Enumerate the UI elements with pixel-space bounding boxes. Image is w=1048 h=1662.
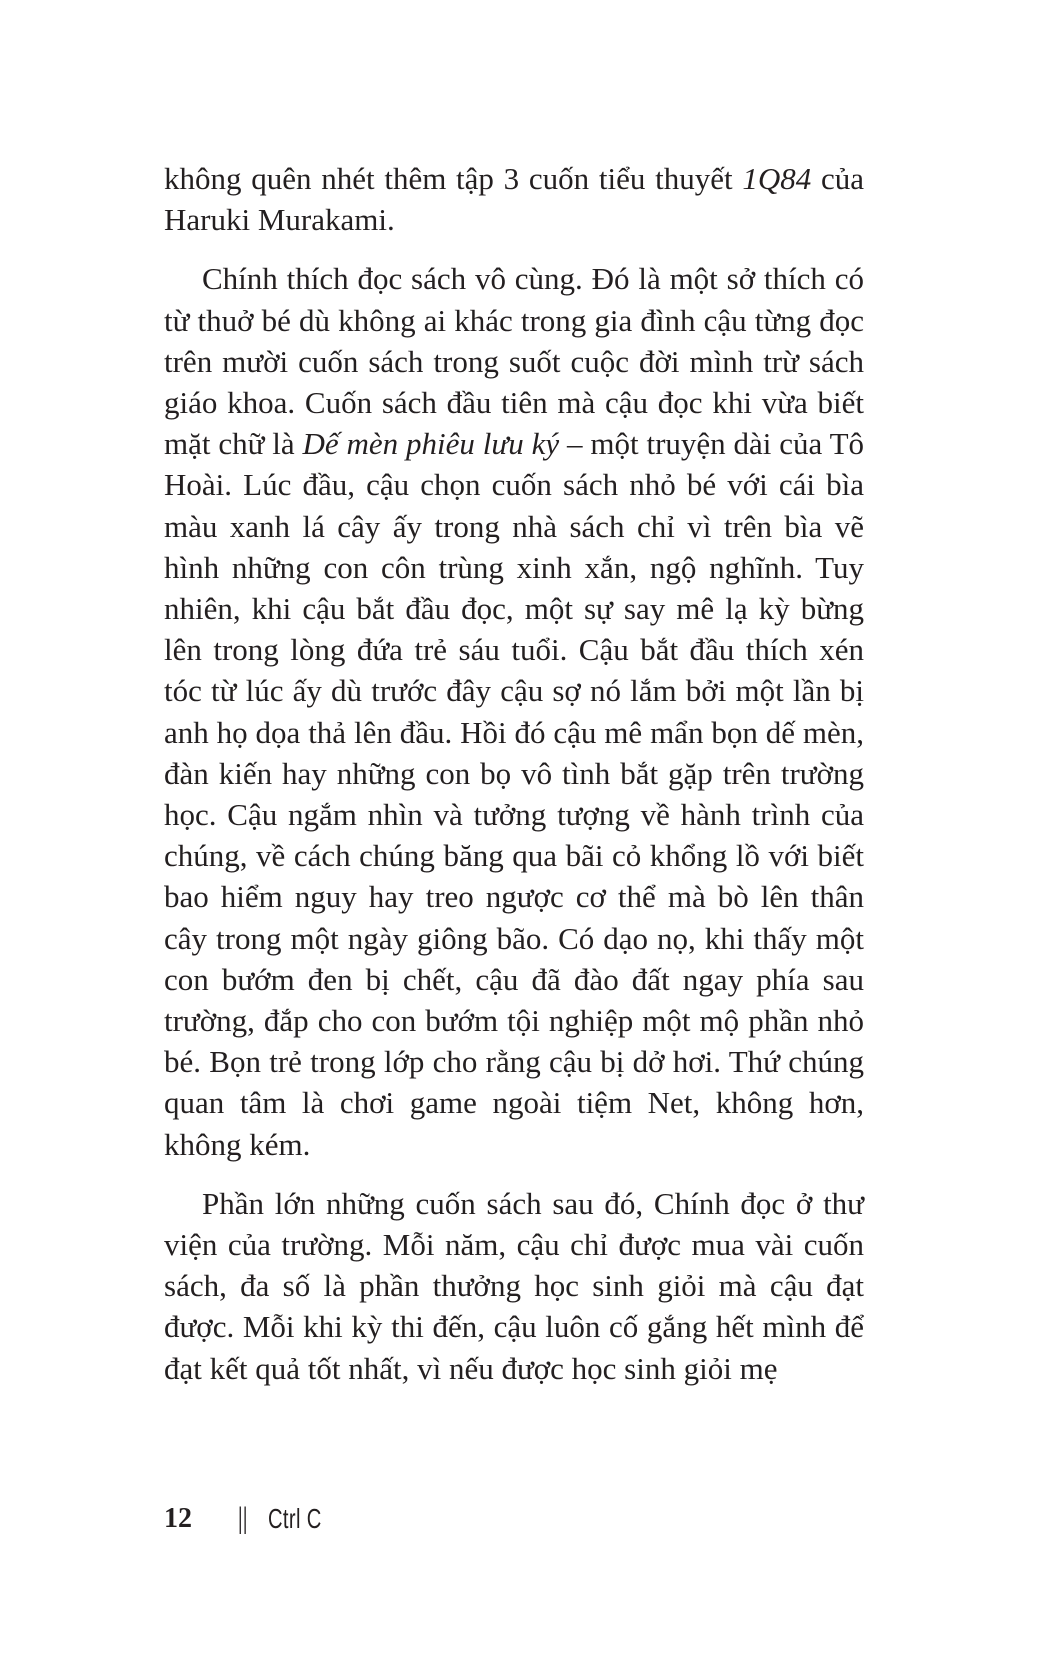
paragraph-1-text-b: của Haruki Murakami.: [164, 161, 864, 238]
body-text: [164, 158, 864, 1389]
paragraph-2-text-b: – một truyện dài của Tô Hoài. Lúc đầu, cậu chọn cuốn sách nhỏ bé với cái bìa màu xanh lá cây ấy trong nhà sách chỉ vì trên bìa vẽ hình những con côn trùng xinh xắn, ngộ nghĩnh. Tuy nhiên, khi cậu bắt đầu đọc, một sự say mê lạ kỳ bừng lên trong lòng đứa trẻ sáu tuổi. Cậu bắt đầu thích xén tóc từ lúc ấy dù trước đây cậu sợ nó lắm bởi một lần bị anh họ dọa thả lên đầu. Hồi đó cậu mê mẩn bọn dế mèn, đàn kiến hay những con bọ vô tình bắt gặp trên trường học. Cậu ngắm nhìn và tưởng tượng về hành trình của chúng, về cách chúng băng qua bãi cỏ khổng lồ với biết bao hiểm nguy hay treo ngược cơ thể mà bò lên thân cây trong một ngày giông bão. Có dạo nọ, khi thấy một con bướm đen bị chết, cậu đã đào đất ngay phía sau trường, đắp cho con bướm tội nghiệp một mộ phần nhỏ bé. Bọn trẻ trong lớp cho rằng cậu bị dở hơi. Thứ chúng quan tâm là chơi game ngoài tiệm Net, không hơn, không kém.: [164, 426, 864, 1162]
paragraph-3: [164, 1183, 864, 1389]
paragraph-2: [164, 258, 864, 1164]
book-title-de-men: Dế mèn phiêu lưu ký: [302, 426, 560, 462]
page-footer: [164, 1499, 343, 1539]
book-title-1q84: 1Q84: [742, 161, 812, 196]
page-number: 12: [164, 1503, 192, 1534]
paragraph-1: [164, 158, 864, 240]
footer-separator: ||: [238, 1502, 248, 1535]
paragraph-1-text-a: không quên nhét thêm tập 3 cuốn tiểu thuyết: [164, 161, 743, 196]
paragraph-3-text: Phần lớn những cuốn sách sau đó, Chính đọc ở thư viện của trường. Mỗi năm, cậu chỉ được mua vài cuốn sách, đa số là phần thưởng học sinh giỏi mà cậu đạt được. Mỗi khi kỳ thi đến, cậu luôn cố gắng hết mình để đạt kết quả tốt nhất, vì nếu được học sinh giỏi mẹ: [164, 1185, 864, 1386]
paragraph-2-text-a: Chính thích đọc sách vô cùng. Đó là một sở thích có từ thuở bé dù không ai khác trong gia đình cậu từng đọc trên mười cuốn sách trong suốt cuộc đời mình trừ sách giáo khoa. Cuốn sách đầu tiên mà cậu đọc khi vừa biết mặt chữ là: [164, 261, 864, 462]
running-book-title: Ctrl C: [268, 1503, 322, 1534]
